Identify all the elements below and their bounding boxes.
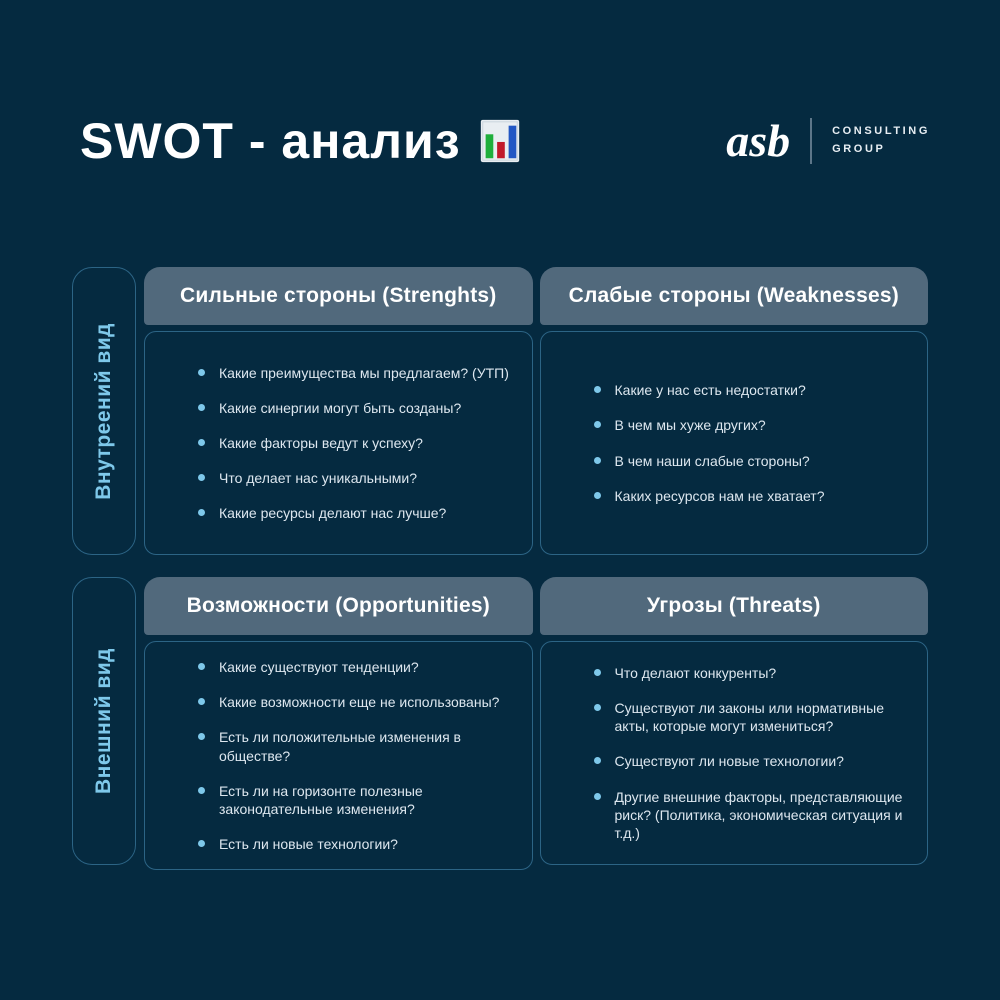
quadrant-weaknesses-body xyxy=(540,331,929,555)
list-item: Есть ли положительные изменения в обществе? xyxy=(193,728,510,764)
list-item: Какие синергии могут быть созданы? xyxy=(193,399,510,417)
asb-logo xyxy=(726,115,930,166)
page-title: SWOT - анализ xyxy=(80,113,461,169)
quadrant-strengths-body xyxy=(144,331,533,555)
page-title-wrap xyxy=(80,112,523,170)
weaknesses-list xyxy=(589,381,906,505)
quadrant-strengths xyxy=(144,267,533,555)
list-item: Какие преимущества мы предлагаем? (УТП) xyxy=(193,364,510,382)
side-label-external-text: Внешний вид xyxy=(92,647,115,795)
list-item: Какие факторы ведут к успеху? xyxy=(193,434,510,452)
list-item: Какие ресурсы делают нас лучше? xyxy=(193,504,510,522)
list-item: Другие внешние факторы, представляющие риск? (Политика, экономическая ситуация и т.д.) xyxy=(589,788,906,843)
quadrant-opportunities-header: Возможности (Opportunities) xyxy=(144,577,533,635)
list-item: В чем наши слабые стороны? xyxy=(589,452,906,470)
list-item: Какие у нас есть недостатки? xyxy=(589,381,906,399)
top-bar xyxy=(80,112,930,170)
side-label-internal xyxy=(72,267,136,555)
logo-tagline xyxy=(832,123,930,158)
list-item: Что делает нас уникальными? xyxy=(193,469,510,487)
list-item: Существуют ли законы или нормативные акты, которые могут измениться? xyxy=(589,699,906,735)
matrix-row-external xyxy=(72,577,928,865)
bar-chart-icon xyxy=(477,118,523,164)
list-item: Какие возможности еще не использованы? xyxy=(193,693,510,711)
matrix-row-internal xyxy=(72,267,928,555)
quadrant-opportunities xyxy=(144,577,533,865)
quadrant-threats xyxy=(540,577,929,865)
logo-tagline-line2: GROUP xyxy=(832,143,886,155)
quadrant-strengths-header: Сильные стороны (Strenghts) xyxy=(144,267,533,325)
strengths-list xyxy=(193,364,510,523)
swot-matrix xyxy=(72,267,928,865)
quadrant-opportunities-body xyxy=(144,641,533,870)
list-item: Каких ресурсов нам не хватает? xyxy=(589,487,906,505)
opportunities-list xyxy=(193,658,510,853)
quadrant-threats-body xyxy=(540,641,929,865)
list-item: Есть ли на горизонте полезные законодательные изменения? xyxy=(193,782,510,818)
list-item: Есть ли новые технологии? xyxy=(193,835,510,853)
logo-divider xyxy=(810,118,812,164)
threats-list xyxy=(589,664,906,842)
quadrant-weaknesses xyxy=(540,267,929,555)
list-item: Какие существуют тенденции? xyxy=(193,658,510,676)
logo-brand-text: asb xyxy=(726,115,791,166)
side-label-internal-text: Внутреений вид xyxy=(92,322,115,500)
quadrant-weaknesses-header: Слабые стороны (Weaknesses) xyxy=(540,267,929,325)
list-item: Что делают конкуренты? xyxy=(589,664,906,682)
quadrant-threats-header: Угрозы (Threats) xyxy=(540,577,929,635)
logo-tagline-line1: CONSULTING xyxy=(832,125,930,138)
side-label-external xyxy=(72,577,136,865)
list-item: Существуют ли новые технологии? xyxy=(589,752,906,770)
list-item: В чем мы хуже других? xyxy=(589,416,906,434)
